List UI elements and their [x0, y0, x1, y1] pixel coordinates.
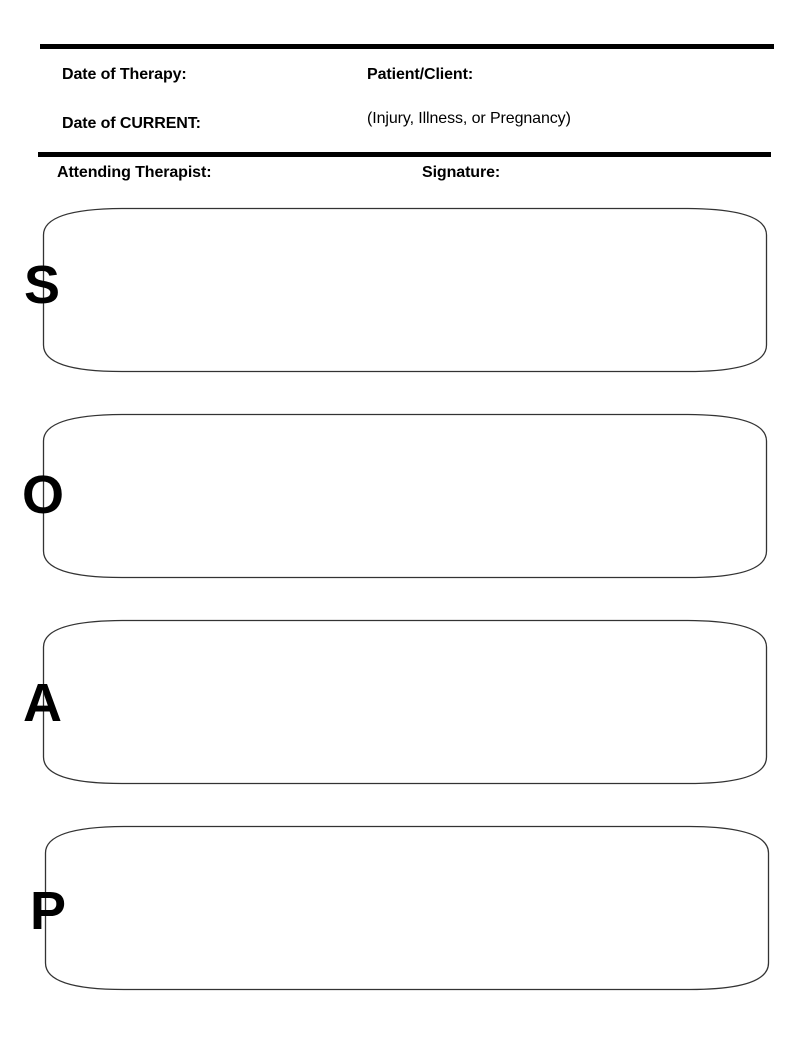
- date-of-current-label: Date of CURRENT:: [62, 115, 201, 132]
- signature-label: Signature:: [422, 164, 501, 181]
- plan-letter: P: [30, 881, 67, 941]
- subjective-letter: S: [24, 255, 61, 315]
- date-of-therapy-label: Date of Therapy:: [62, 66, 187, 83]
- plan-box-outline: [44, 825, 770, 991]
- objective-box[interactable]: [42, 413, 768, 579]
- subjective-box[interactable]: [42, 207, 768, 373]
- assessment-box-outline: [42, 619, 768, 785]
- patient-client-label: Patient/Client:: [367, 66, 474, 83]
- objective-box-outline: [42, 413, 768, 579]
- assessment-letter: A: [23, 673, 62, 733]
- date-of-current-note: (Injury, Illness, or Pregnancy): [367, 110, 571, 127]
- attending-therapist-label: Attending Therapist:: [57, 164, 212, 181]
- plan-box[interactable]: [44, 825, 770, 991]
- assessment-box[interactable]: [42, 619, 768, 785]
- subjective-box-outline: [42, 207, 768, 373]
- objective-letter: O: [22, 465, 65, 525]
- middle-divider: [38, 152, 771, 157]
- top-divider: [40, 44, 774, 49]
